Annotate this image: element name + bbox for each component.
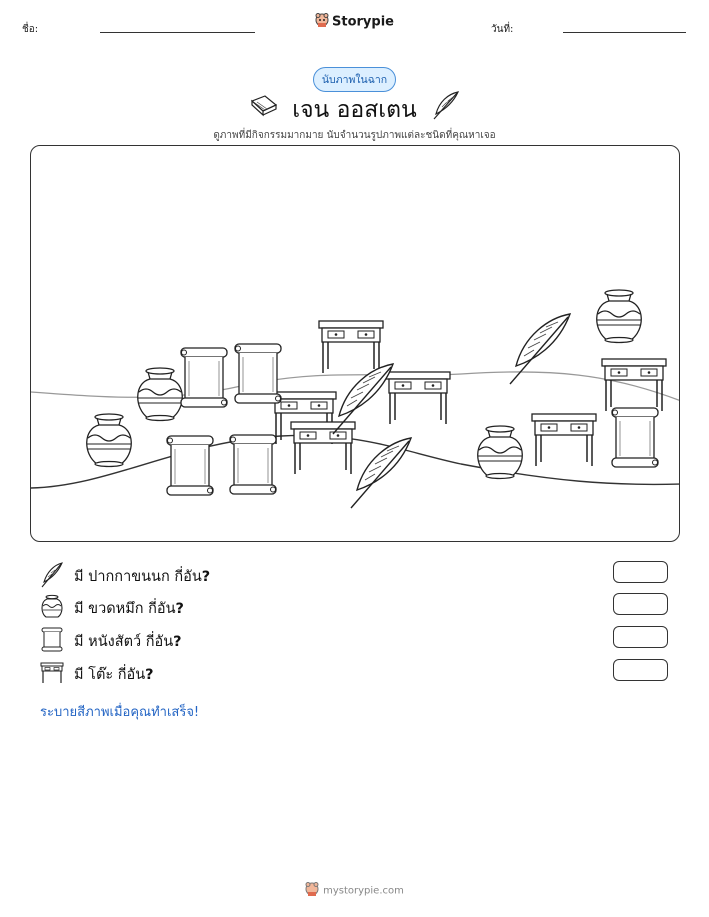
search-scene: [30, 145, 680, 542]
question-text: มี ขวดหมึก กี่อัน?: [74, 601, 184, 617]
name-write-line[interactable]: [100, 32, 255, 33]
storypie-footer-logo-icon: [305, 881, 319, 900]
name-label: ชื่อ:: [22, 24, 39, 35]
question-text: มี หนังสัตว์ กี่อัน?: [74, 634, 182, 650]
footer: [0, 881, 709, 900]
scene-drawing: [31, 146, 680, 542]
title-quill-icon: [430, 89, 462, 121]
question-row-quill: [40, 562, 680, 588]
question-row-ink-pot: [40, 594, 680, 620]
answer-box-scroll[interactable]: [613, 626, 668, 648]
instructions: ดูภาพที่มีกิจกรรมมากมาย นับจำนวนรูปภาพแต่ละชนิดที่คุณหาเจอ: [213, 130, 496, 141]
color-prompt: ระบายสีภาพเมื่อคุณทำเสร็จ!: [40, 705, 200, 720]
site-link[interactable]: mystorypie.com: [323, 885, 404, 897]
question-text: มี ปากกาขนนก กี่อัน?: [74, 569, 211, 585]
answer-box-quill[interactable]: [613, 561, 668, 583]
scroll-icon: [40, 627, 64, 653]
quill-icon: [40, 562, 64, 588]
answer-box-desk[interactable]: [613, 659, 668, 681]
date-label: วันที่:: [491, 24, 514, 35]
storypie-logo-icon: [315, 12, 329, 32]
question-row-desk: [40, 660, 680, 686]
question-row-scroll: [40, 627, 680, 653]
ink-pot-icon: [40, 594, 64, 620]
page-title: เจน ออสเตน: [292, 97, 417, 123]
brand-name: Storypie: [332, 14, 394, 30]
desk-icon: [40, 660, 64, 686]
answer-box-ink-pot[interactable]: [613, 593, 668, 615]
activity-badge: นับภาพในฉาก: [313, 67, 396, 92]
brand-header: [0, 12, 709, 32]
question-text: มี โต๊ะ กี่อัน?: [74, 667, 154, 683]
date-write-line[interactable]: [563, 32, 686, 33]
